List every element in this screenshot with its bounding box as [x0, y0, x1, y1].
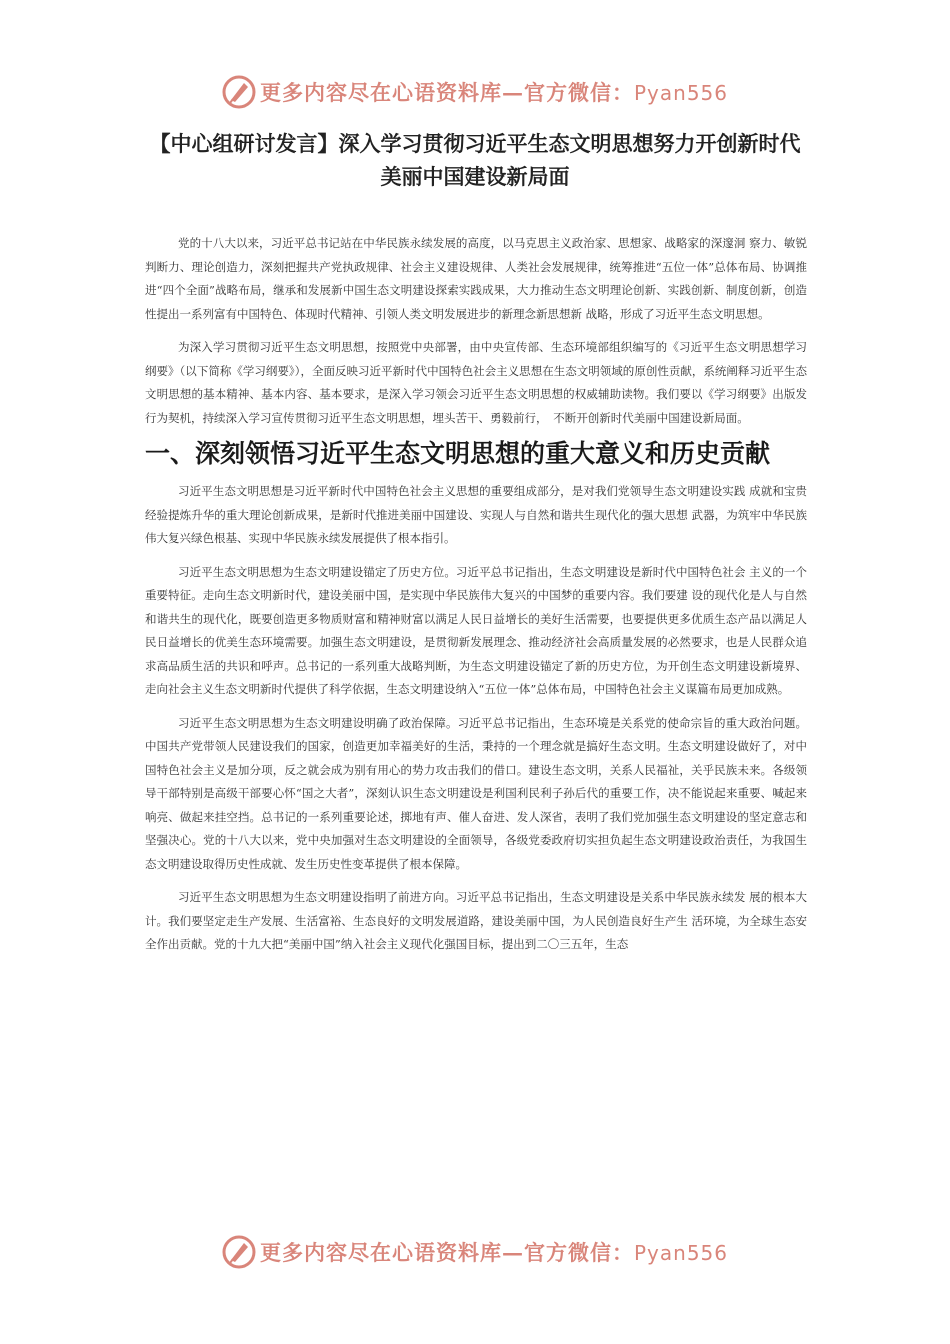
quill-pen-logo-icon: [222, 1235, 256, 1269]
wechat-id: Pyan556: [633, 81, 728, 105]
document-title: 【中心组研讨发言】深入学习贯彻习近平生态文明思想努力开创新时代美丽中国建设新局面: [149, 132, 801, 189]
section1-paragraph-2: 习近平生态文明思想为生态文明建设锚定了历史方位。习近平总书记指出，生态文明建设是新时代中国特色社会 主义的一个重要特征。走向生态文明新时代，建设美丽中国，是实现中华民族伟大复兴的中国梦的重要内容。我们要建 设的现代化是人与自然和谐共生的现代化，既要创造更多物质财富和精神财富以满足人民日益增长的美好生活需要，也要提供更多优质生态产品以满足人民日益增长的优美生态环境需要。加强生态文明建设，是贯彻新发展理念、推动经济社会高质量发展的必然要求，也是人民群众追求高品质生活的共识和呼声。总书记的一系列重大战略判断，为生态文明建设锚定了新的历史方位，为开创生态文明建设新境界、走向社会主义生态文明新时代提供了科学依据，生态文明建设纳入“五位一体”总体布局，中国特色社会主义谋篇布局更加成熟。: [145, 564, 807, 696]
intro-paragraph-1: 党的十八大以来，习近平总书记站在中华民族永续发展的高度，以马克思主义政治家、思想家、战略家的深邃洞 察力、敏锐判断力、理论创造力，深刻把握共产党执政规律、社会主义建设规律、人类社会发展规律，统筹推进“五位一体”总体布局、协调推进“四个全面”战略布局，继承和发展新中国生态文明建设探索实践成果，大力推动生态文明理论创新、实践创新、制度创新，创造性提出一系列富有中国特色、体现时代精神、引领人类文明发展进步的新理念新思想新 战略，形成了习近平生态文明思想。: [145, 236, 807, 321]
banner-text: 更多内容尽在心语资料库—官方微信：Pyan556: [259, 80, 728, 105]
section1-paragraph-1: 习近平生态文明思想是习近平新时代中国特色社会主义思想的重要组成部分，是对我们党领导生态文明建设实践 成就和宝贵经验提炼升华的重大理论创新成果，是新时代推进美丽中国建设、实现人与自然和谐共生现代化的强大思想 武器，为筑牢中华民族伟大复兴绿色根基、实现中华民族永续发展提供了根本指引。: [145, 484, 807, 545]
banner-text: 更多内容尽在心语资料库—官方微信：Pyan556: [259, 1240, 728, 1265]
section1-paragraph-4: 习近平生态文明思想为生态文明建设指明了前进方向。习近平总书记指出，生态文明建设是关系中华民族永续发 展的根本大计。我们要坚定走生产发展、生活富裕、生态良好的文明发展道路，建设美丽中国，为人民创造良好生产生 活环境，为全球生态安全作出贡献。党的十九大把“美丽中国”纳入社会主义现代化强国目标，提出到二〇三五年，生态: [145, 890, 807, 951]
section1-paragraph-3: 习近平生态文明思想为生态文明建设明确了政治保障。习近平总书记指出，生态环境是关系党的使命宗旨的重大政治问题。中国共产党带领人民建设我们的国家，创造更加幸福美好的生活，秉持的一个理念就是搞好生态文明。生态文明建设做好了，对中国特色社会主义是加分项，反之就会成为别有用心的势力攻击我们的借口。建设生态文明，关系人民福祉，关乎民族未来。各级领导干部特别是高级干部要心怀“国之大者”，深刻认识生态文明建设是利国利民利子孙后代的重要工作，决不能说起来重要、喊起来响亮、做起来挂空挡。总书记的一系列重要论述，掷地有声、催人奋进、发人深省，表明了我们党加强生态文明建设的坚定意志和坚强决心。党的十八大以来，党中央加强对生态文明建设的全面领导，各级党委政府切实担负起生态文明建设政治责任，为我国生态文明建设取得历史性成就、发生历史性变革提供了根本保障。: [145, 715, 807, 871]
wechat-id: Pyan556: [633, 1241, 728, 1265]
quill-pen-logo-icon: [222, 75, 256, 109]
document-body: [145, 232, 807, 967]
intro-paragraph-2: 为深入学习贯彻习近平生态文明思想，按照党中央部署，由中央宣传部、生态环境部组织编写的《习近平生态文明思想学习纲要》（以下简称《学习纲要》），全面反映习近平新时代中国特色社会主义思想在生态文明领域的原创性贡献，系统阐释习近平生态文明思想的基本精神、基本内容、基本要求，是深入学习领会习近平生态文明思想的权威辅助读物。我们要以《学习纲要》出版发行为契机，持续深入学习宣传贯彻习近平生态文明思想，埋头苦干、勇毅前行， 不断开创新时代美丽中国建设新局面。: [145, 340, 807, 425]
footer-banner: [0, 1232, 950, 1272]
section-heading-1: 一、深刻领悟习近平生态文明思想的重大意义和历史贡献: [145, 439, 771, 468]
header-banner: [0, 72, 950, 112]
